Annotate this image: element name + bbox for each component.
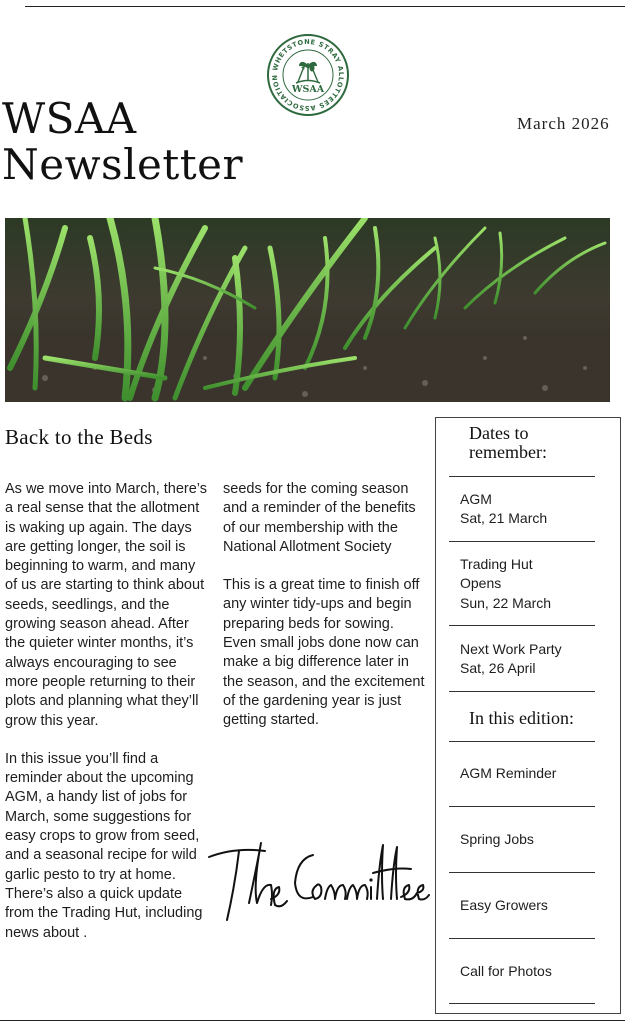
article-column-2 xyxy=(223,480,427,750)
sidebar-divider xyxy=(449,691,595,692)
date-item-agm xyxy=(460,490,547,529)
logo-monogram: WSAA xyxy=(291,84,325,95)
date-item-trading-hut xyxy=(460,555,551,613)
date-item-title: Next Work Party xyxy=(460,641,562,657)
edition-item[interactable]: Easy Growers xyxy=(460,897,548,913)
dates-heading-line-2: remember: xyxy=(469,442,547,462)
article-paragraph: In this issue you’ll find a reminder about the upcoming AGM, a handy list of jobs for March, some suggestions for easy crops to grow from seed, and a seasonal recipe for wild garlic pesto to try at home. There’s also a quick update from the Trading Hut, including news about . xyxy=(5,750,203,941)
edition-item[interactable]: AGM Reminder xyxy=(460,765,557,781)
hero-image xyxy=(5,218,610,402)
logo-ring-text: WHETSTONE STRAY ALLOTTEES ASSOCIATION xyxy=(270,37,346,113)
top-rule xyxy=(25,6,625,7)
sidebar-divider xyxy=(449,806,595,807)
article-headline: Back to the Beds xyxy=(5,425,153,449)
sidebar-box xyxy=(435,417,621,1014)
association-logo xyxy=(266,33,350,117)
sidebar-divider xyxy=(449,476,595,477)
newsletter-title xyxy=(2,96,243,188)
date-item-when: Sat, 26 April xyxy=(460,660,536,677)
title-line-1: WSAA xyxy=(2,94,137,143)
date-item-title: Trading Hut xyxy=(460,556,533,572)
dates-heading-line-1: Dates to xyxy=(469,423,529,443)
edition-heading: In this edition: xyxy=(469,708,574,728)
sidebar-divider xyxy=(449,872,595,873)
article-paragraph: This is a great time to finish off any winter tidy-ups and begin preparing beds for sowing. Even small jobs done now can make a big difference later in the season, and the excitement of the gardening year is just getting started. xyxy=(223,577,425,729)
sidebar-divider xyxy=(449,938,595,939)
edition-item[interactable]: Spring Jobs xyxy=(460,831,534,847)
seedlings-photo-icon xyxy=(5,218,610,402)
date-item-when: Sat, 21 March xyxy=(460,510,548,527)
committee-signature xyxy=(205,825,430,925)
date-item-title-cont: Opens xyxy=(460,575,502,592)
logo-seal-icon xyxy=(266,33,350,117)
issue-date: March 2026 xyxy=(517,114,610,133)
date-item-title: AGM xyxy=(460,491,492,507)
bottom-rule xyxy=(0,1020,625,1021)
sidebar-divider xyxy=(449,541,595,542)
sidebar-divider xyxy=(449,625,595,626)
article-paragraph: As we move into March, there’s a real sense that the allotment is waking up again. The days are getting longer, the soil is beginning to warm, and many of us are starting to think about seeds, seedlings, and the growing season ahead. After the quieter winter months, it’s always encouraging to see more people returning to their plots and planning what they’ll grow this year. xyxy=(5,481,208,729)
date-item-when: Sun, 22 March xyxy=(460,594,552,611)
date-item-work-party xyxy=(460,640,562,679)
article-paragraph: seeds for the coming season and a reminder of the benefits of our membership with the National Allotment Society xyxy=(223,481,416,555)
edition-item[interactable]: Call for Photos xyxy=(460,963,552,979)
article-column-1 xyxy=(5,480,207,962)
signature-icon xyxy=(205,825,430,925)
sidebar-divider xyxy=(449,1003,595,1004)
title-line-2: Newsletter xyxy=(2,140,244,189)
sidebar-divider xyxy=(449,741,595,742)
dates-heading xyxy=(469,424,547,462)
